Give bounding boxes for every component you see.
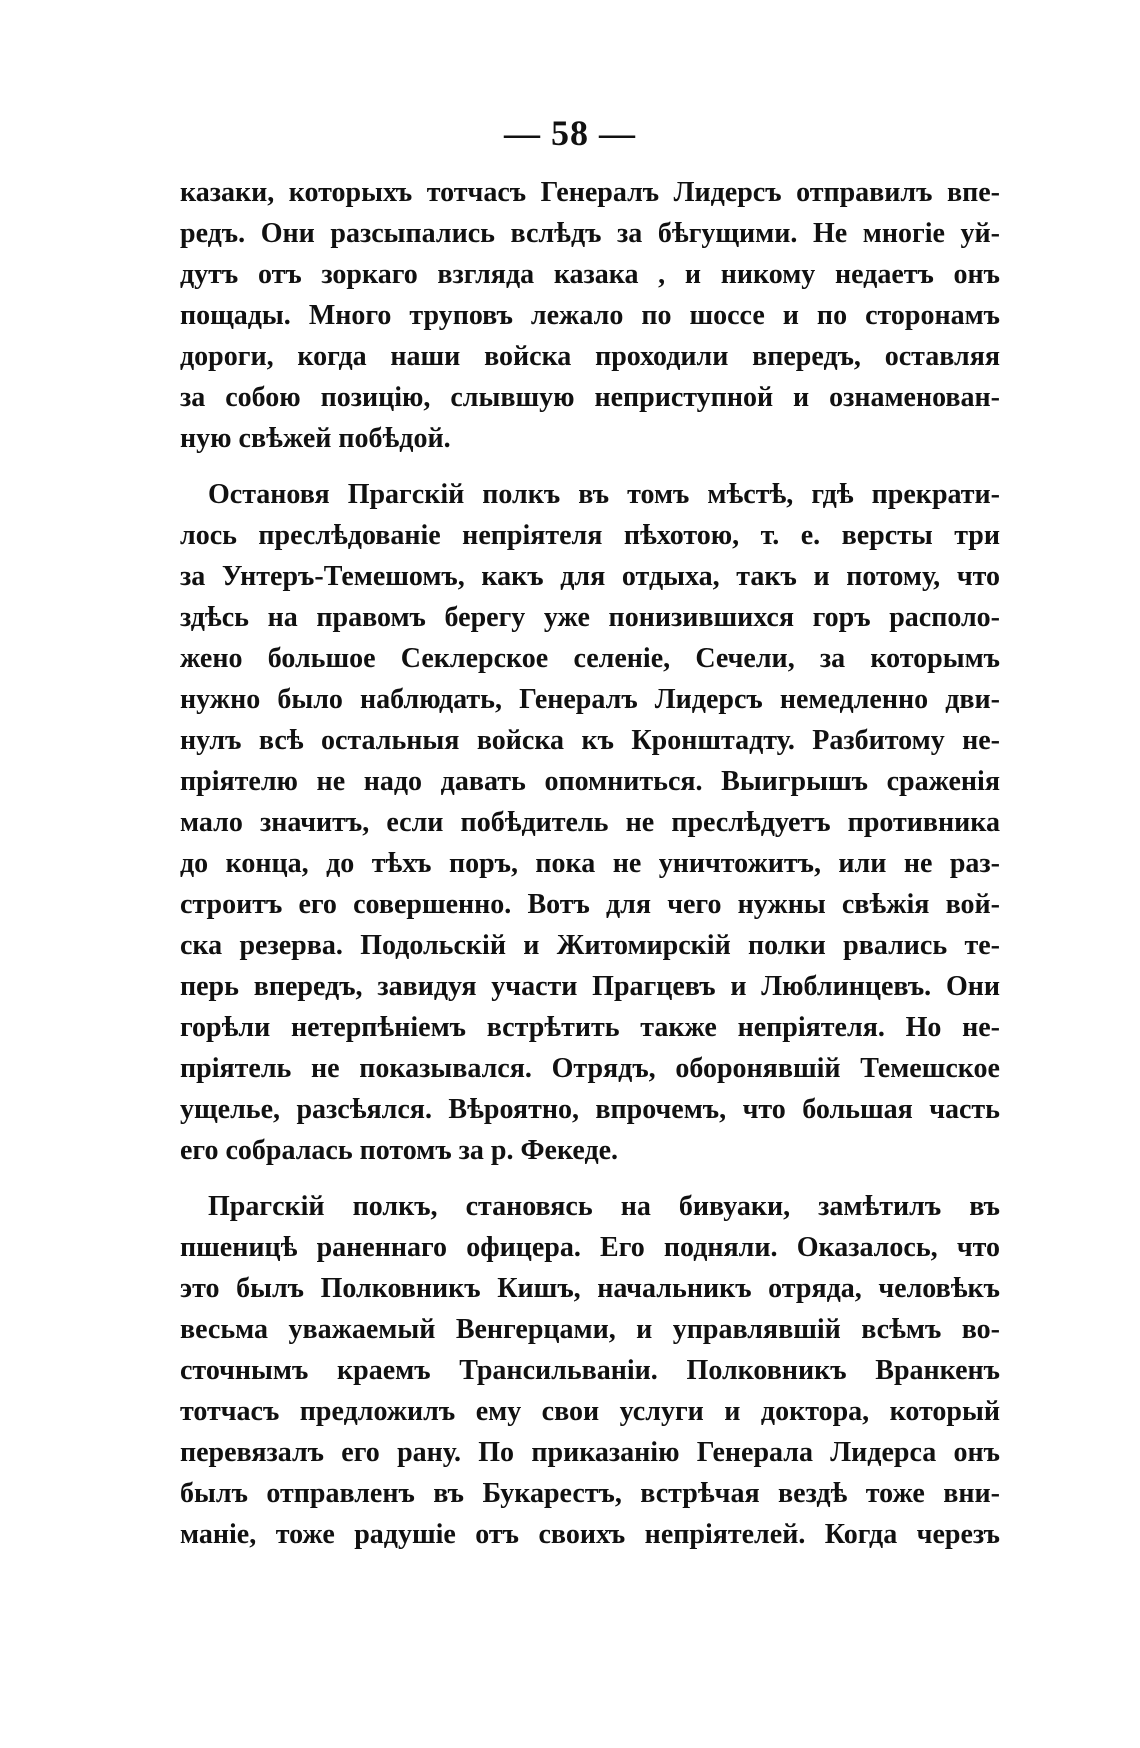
text-line: горѣли нетерпѣніемъ встрѣтить также непріятеля. Но не- bbox=[180, 1012, 1000, 1043]
text-line: это былъ Полковникъ Кишъ, начальникъ отряда, человѣкъ bbox=[180, 1273, 1000, 1304]
text-line: сточнымъ краемъ Трансильваніи. Полковникъ Вранкенъ bbox=[180, 1355, 1000, 1386]
text-line: за Унтеръ-Темешомъ, какъ для отдыха, такъ и потому, что bbox=[180, 561, 1000, 592]
text-line: строитъ его совершенно. Вотъ для чего нужны свѣжія вой- bbox=[180, 889, 1000, 920]
paragraph-gap bbox=[180, 459, 1000, 474]
text-line: мало значитъ, если побѣдитель не преслѣдуетъ противника bbox=[180, 807, 1000, 838]
text-line: за собою позицію, слывшую неприступной и ознаменован- bbox=[180, 382, 1000, 413]
text-line: перь впередъ, завидуя участи Прагцевъ и Люблинцевъ. Они bbox=[180, 971, 1000, 1002]
text-line: перевязалъ его рану. По приказанію Генерала Лидерса онъ bbox=[180, 1437, 1000, 1468]
page-number: — 58 — bbox=[504, 113, 636, 153]
text-line: дутъ отъ зоркаго взгляда казака , и никому недаетъ онъ bbox=[180, 259, 1000, 290]
text-line: ную свѣжей побѣдой. bbox=[180, 423, 451, 454]
text-line: его собралась потомъ за р. Фекеде. bbox=[180, 1135, 619, 1166]
text-line: жено большое Секлерское селеніе, Сечели, за которымъ bbox=[180, 643, 1000, 674]
text-line: казаки, которыхъ тотчасъ Генералъ Лидерсъ отправилъ впе- bbox=[180, 177, 1000, 208]
text-line: лось преслѣдованіе непріятеля пѣхотою, т. е. версты три bbox=[180, 520, 1000, 551]
paragraph-gap bbox=[180, 1171, 1000, 1186]
text-line: пріятелю не надо давать опомниться. Выигрышъ сраженія bbox=[180, 766, 1000, 797]
paragraph-2 bbox=[180, 474, 1000, 1171]
text-line: нулъ всѣ остальныя войска къ Кронштадту. Разбитому не- bbox=[180, 725, 1000, 756]
text-line: тотчасъ предложилъ ему свои услуги и доктора, который bbox=[180, 1396, 1000, 1427]
text-line: дороги, когда наши войска проходили впередъ, оставляя bbox=[180, 341, 1000, 372]
text-line: здѣсь на правомъ берегу уже понизившихся горъ располо- bbox=[180, 602, 1000, 633]
text-line: ска резерва. Подольскій и Житомирскій полки рвались те- bbox=[180, 930, 1000, 961]
text-line: маніе, тоже радушіе отъ своихъ непріятелей. Когда черезъ bbox=[180, 1519, 1000, 1550]
body-text bbox=[180, 172, 1000, 1555]
text-line: пріятель не показывался. Отрядъ, оборонявшій Темешское bbox=[180, 1053, 1000, 1084]
text-line: до конца, до тѣхъ поръ, пока не уничтожитъ, или не раз- bbox=[180, 848, 1000, 879]
paragraph-3 bbox=[180, 1186, 1000, 1555]
text-line: ущелье, разсѣялся. Вѣроятно, впрочемъ, что большая часть bbox=[180, 1094, 1000, 1125]
text-line: пощады. Много труповъ лежало по шоссе и по сторонамъ bbox=[180, 300, 1000, 331]
text-line: нужно было наблюдать, Генералъ Лидерсъ немедленно дви- bbox=[180, 684, 1000, 715]
text-line: пшеницѣ раненнаго офицера. Его подняли. Оказалось, что bbox=[180, 1232, 1000, 1263]
text-line: весьма уважаемый Венгерцами, и управлявшій всѣмъ во- bbox=[180, 1314, 1000, 1345]
text-line: былъ отправленъ въ Букарестъ, встрѣчая вездѣ тоже вни- bbox=[180, 1478, 1000, 1509]
paragraph-1 bbox=[180, 172, 1000, 459]
text-line: Прагскій полкъ, становясь на бивуаки, замѣтилъ въ bbox=[208, 1191, 1000, 1222]
text-line: редъ. Они разсыпались вслѣдъ за бѣгущими. Не многіе уй- bbox=[180, 218, 1000, 249]
text-line: Остановя Прагскій полкъ въ томъ мѣстѣ, гдѣ прекрати- bbox=[208, 479, 1000, 510]
